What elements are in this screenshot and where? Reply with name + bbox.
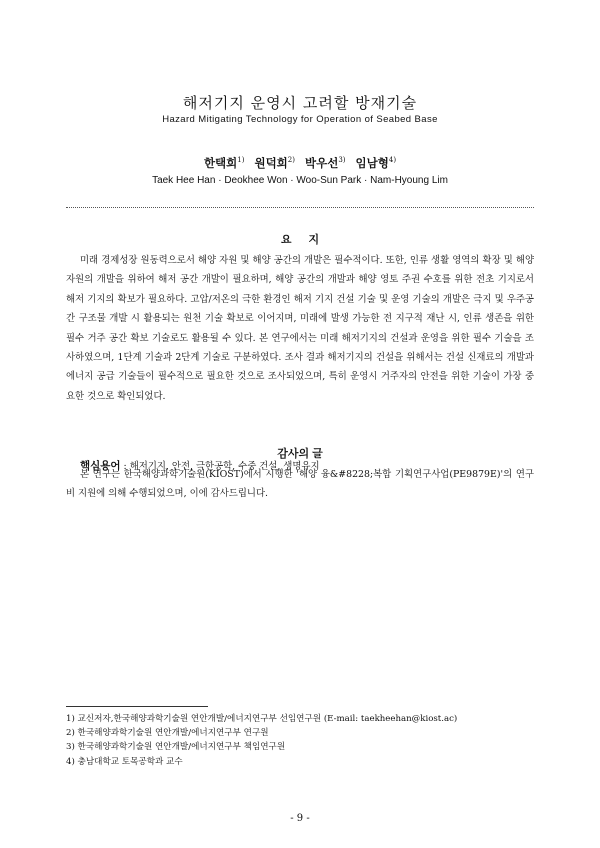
author-footnote-mark: 3) bbox=[338, 156, 346, 165]
author bbox=[204, 156, 245, 170]
title-korean: 해저기지 운영시 고려할 방재기술 bbox=[182, 94, 418, 112]
author bbox=[254, 156, 295, 170]
author-footnote-mark: 1) bbox=[237, 156, 245, 165]
author-name: 원덕희 bbox=[254, 156, 288, 170]
page-number: - 9 - bbox=[290, 813, 310, 824]
title-english: Hazard Mitigating Technology for Operation of Seabed Base bbox=[162, 114, 438, 125]
acknowledgement-body: 본 연구는 한국해양과학기술원(KIOST)에서 시행한 '해양 융&#8228;복합 기획연구사업(PE9879E)'의 연구비 지원에 의해 수행되었으며, 이에 감사드립니다. bbox=[66, 469, 534, 500]
author-footnote-mark: 2) bbox=[287, 156, 295, 165]
dotted-divider bbox=[66, 207, 534, 208]
footnotes bbox=[66, 712, 534, 769]
authors-korean bbox=[0, 155, 600, 171]
author bbox=[356, 156, 397, 170]
footnote-item: 2) 한국해양과학기술원 연안개발/에너지연구부 연구원 bbox=[66, 728, 269, 739]
authors-english: Taek Hee Han · Deokhee Won · Woo-Sun Park · Nam-Hyoung Lim bbox=[152, 175, 448, 186]
footnote-item: 3) 한국해양과학기술원 연안개발/에너지연구부 책임연구원 bbox=[66, 742, 286, 753]
author-name: 한택희 bbox=[203, 156, 238, 170]
author bbox=[305, 156, 346, 170]
footnote-item: 4) 충남대학교 토목공학과 교수 bbox=[66, 756, 183, 767]
author-name: 박우선 bbox=[305, 156, 339, 170]
keywords-separator: : bbox=[120, 461, 130, 472]
keywords-text: 해저기지, 안전, 극한공학, 수중 건설, 생명유지 bbox=[129, 461, 320, 472]
keywords-label: 핵심용어 bbox=[80, 460, 121, 472]
author-footnote-mark: 4) bbox=[388, 156, 397, 165]
author-name: 임남형 bbox=[355, 156, 389, 170]
footnote-rule bbox=[66, 706, 208, 707]
footnote-item: 1) 교신저자,한국해양과학기술원 연안개발/에너지연구부 선임연구원 (E-mail: taekheehan@kiost.ac) bbox=[66, 714, 458, 724]
abstract-heading: 요 지 bbox=[280, 234, 320, 246]
abstract-body: 미래 경제성장 원동력으로서 해양 자원 및 해양 공간의 개발은 필수적이다. 또한, 인류 생활 영역의 확장 및 해양 자원의 개발을 위하여 해저 공간 개발이 필요하며, 해양 공간의 개발과 해양 영토 주권 수호를 위한 전초 기지로서 해저 기지의 확보가 필요하다. 고압/저온의 극한 환경인 해저 기지 건설 기술 및 운영 기술의 개발은 극지 및 우주공간 구조물 개발 시 활용되는 원천 기술 확보로 이어지며, 미래에 발생 가능한 전 지구적 재난 시, 인류 생존을 위한 필수 거주 공간 확보 기술로도 활용될 수 있다. 본 연구에서는 미래 해저기지의 건설과 운영을 위한 필수 기술을 조사하였으며, 1단계 기술과 2단계 기술로 구분하였다. 조사 결과 해저기지의 건설을 위해서는 건설 신재료의 개발과 에너지 공급 기술들이 필수적으로 필요한 것으로 조사되었으며, 특히 운영시 거주자의 안전을 위한 기술이 가장 중요한 것으로 확인되었다. bbox=[66, 255, 534, 402]
acknowledgement-heading: 감사의 글 bbox=[277, 448, 323, 460]
